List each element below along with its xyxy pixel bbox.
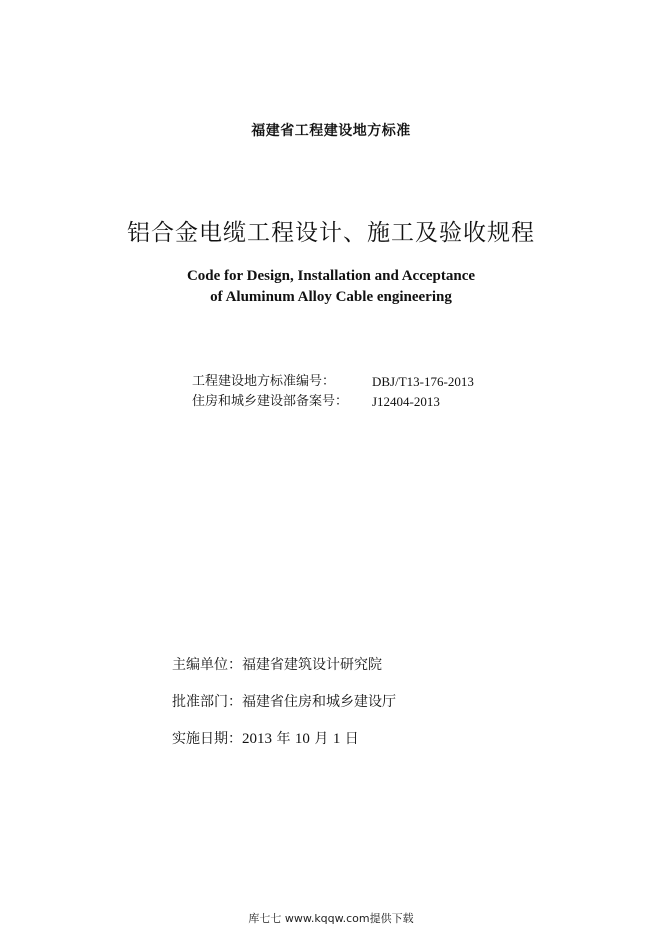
filing-number-value: J12404-2013 xyxy=(372,394,440,409)
filing-number-label: 住房和城乡建设部备案号： xyxy=(192,394,349,409)
standard-number-label: 工程建设地方标准编号： xyxy=(192,374,336,389)
publication-info xyxy=(172,655,396,766)
editor-value: 福建省建筑设计研究院 xyxy=(242,657,382,673)
implementation-date-row xyxy=(172,729,396,749)
document-title-chinese: 铝合金电缆工程设计、施工及验收规程 xyxy=(127,220,535,246)
code-row-filing-number xyxy=(192,392,474,412)
standard-type-label: 福建省工程建设地方标准 xyxy=(251,123,411,139)
date-month: 10 xyxy=(294,731,310,747)
standard-codes xyxy=(192,372,474,412)
approver-value: 福建省住房和城乡建设厅 xyxy=(242,694,396,710)
code-row-standard-number xyxy=(192,372,474,392)
editor-row xyxy=(172,655,396,675)
download-footer: 库七七 www.kqqw.com提供下载 xyxy=(248,912,414,925)
date-label: 实施日期： xyxy=(172,731,242,747)
approver-row xyxy=(172,692,396,712)
date-day-unit: 日 xyxy=(344,731,359,747)
standard-number-value: DBJ/T13-176-2013 xyxy=(372,374,474,389)
document-title-english xyxy=(0,266,662,308)
editor-label: 主编单位： xyxy=(172,657,242,673)
date-year: 2013 xyxy=(242,731,272,747)
date-year-unit: 年 xyxy=(276,731,291,747)
english-title-line-1: Code for Design, Installation and Acceptance xyxy=(186,268,476,284)
english-title-line-2: of Aluminum Alloy Cable engineering xyxy=(210,289,452,305)
date-day: 1 xyxy=(332,731,341,747)
date-month-unit: 月 xyxy=(314,731,329,747)
approver-label: 批准部门： xyxy=(172,694,242,710)
